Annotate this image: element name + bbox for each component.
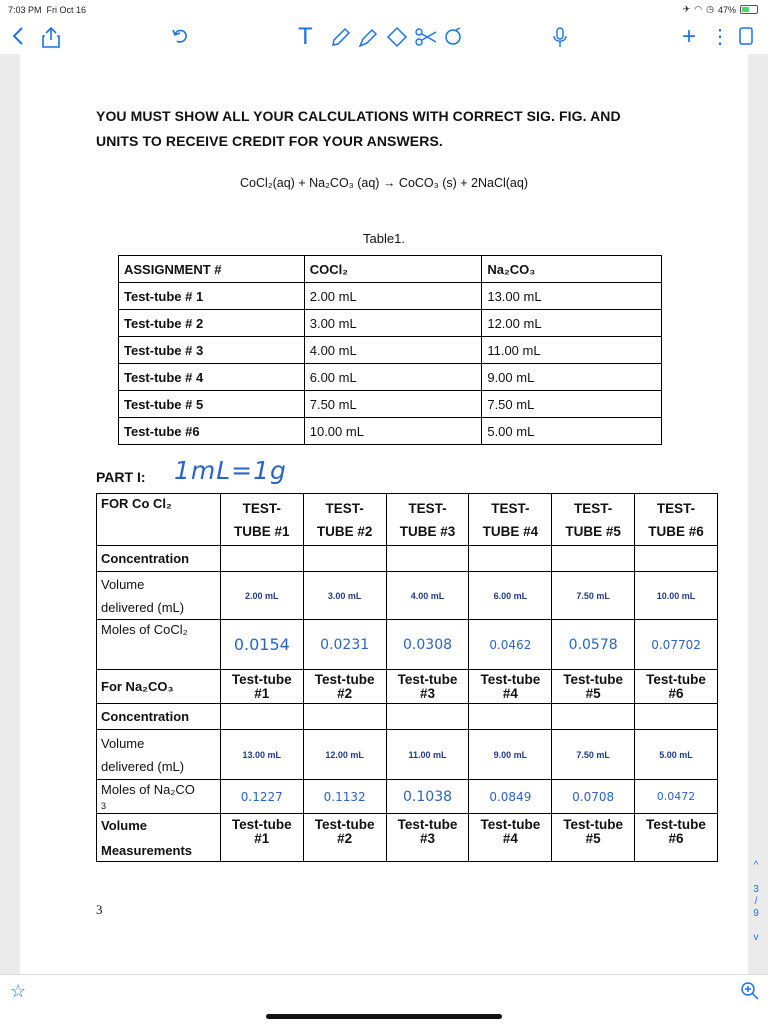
volume-measurements-label: Volume Measurements <box>97 814 221 862</box>
status-indicators <box>683 4 758 15</box>
table-row <box>97 704 718 730</box>
notice-text: YOU MUST SHOW ALL YOUR CALCULATIONS WITH CORRECT SIG. FIG. AND UNITS TO RECEIVE CREDIT FOR YOUR ANSWERS. <box>96 108 621 149</box>
pages-button[interactable] <box>738 26 754 46</box>
moles-na2co3-cell: 0.1038 <box>386 780 469 814</box>
table-row <box>97 494 718 546</box>
microphone-button[interactable] <box>552 26 568 48</box>
handwritten-note: 1mL=1g <box>174 456 287 485</box>
table-cell: 3.00 mL <box>304 310 482 337</box>
eraser-icon <box>386 26 408 48</box>
table-header-cell: Na₂CO₃ <box>482 256 662 283</box>
moles-cocl2-cell: 0.0462 <box>469 620 552 670</box>
back-button[interactable] <box>12 26 24 46</box>
table-row <box>97 670 718 704</box>
lasso-tool-button[interactable] <box>442 26 464 48</box>
table-row <box>97 780 718 814</box>
concentration-label: Concentration <box>97 546 221 572</box>
battery-label: 47% <box>717 4 736 15</box>
na2co3-volume-cell: 9.00 mL <box>469 730 552 780</box>
data-table <box>96 493 718 862</box>
cocl2-volume-cell: 4.00 mL <box>386 572 469 620</box>
scissors-icon <box>414 26 438 48</box>
table-cell: Test-tube #6 <box>119 418 305 445</box>
table-cell: 9.00 mL <box>482 364 662 391</box>
total-pages: 9 <box>753 908 759 919</box>
na2co3-volume-cell: 13.00 mL <box>220 730 303 780</box>
table-row <box>97 620 718 670</box>
moles-cocl2-label: Moles of CoCl₂ <box>97 620 221 670</box>
table-header-cell: COCl₂ <box>304 256 482 283</box>
more-button[interactable]: ⋮ <box>710 26 730 48</box>
table-row <box>119 283 662 310</box>
cocl2-volume-cell: 2.00 mL <box>220 572 303 620</box>
table-cell: 2.00 mL <box>304 283 482 310</box>
table-cell: 7.50 mL <box>304 391 482 418</box>
table-cell: 12.00 mL <box>482 310 662 337</box>
table-cell: 11.00 mL <box>482 337 662 364</box>
header-cell: Test-tube #3 <box>386 814 469 862</box>
table-row <box>119 337 662 364</box>
pen-tool-button[interactable] <box>330 26 352 48</box>
table-header-row <box>119 256 662 283</box>
moles-cocl2-cell: 0.07702 <box>635 620 718 670</box>
table-row <box>97 730 718 780</box>
header-cell: Test-tube #6 <box>635 814 718 862</box>
for-na2co3-label: For Na₂CO₃ <box>97 670 221 704</box>
microphone-icon <box>552 26 568 48</box>
bookmark-star-icon[interactable]: ☆ <box>10 981 27 1001</box>
alarm-icon: ◷ <box>706 4 714 14</box>
text-tool-button[interactable]: T <box>298 23 313 50</box>
status-time: 7:03 PM Fri Oct 16 <box>8 5 87 15</box>
pen-icon <box>330 26 352 48</box>
moles-na2co3-cell: 0.0849 <box>469 780 552 814</box>
header-cell: TEST- TUBE #4 <box>469 494 552 546</box>
page-number: 3 <box>96 902 103 917</box>
header-cell: TEST- TUBE #3 <box>386 494 469 546</box>
header-cell: Test-tube #5 <box>552 670 635 704</box>
page-down-button[interactable]: v <box>753 932 759 943</box>
highlighter-icon <box>358 26 380 48</box>
header-cell: TEST- TUBE #2 <box>303 494 386 546</box>
table-row <box>119 391 662 418</box>
toolbar <box>0 20 768 54</box>
eraser-tool-button[interactable] <box>386 26 408 48</box>
moles-cocl2-cell: 0.0578 <box>552 620 635 670</box>
table-cell: Test-tube # 5 <box>119 391 305 418</box>
cocl2-volume-cell: 6.00 mL <box>469 572 552 620</box>
moles-na2co3-cell: 0.1227 <box>220 780 303 814</box>
table-cell: 7.50 mL <box>482 391 662 418</box>
for-cocl2-label: FOR Co Cl₂ <box>97 494 221 546</box>
table-row <box>97 546 718 572</box>
undo-button[interactable] <box>172 26 190 46</box>
moles-na2co3-cell: 0.0708 <box>552 780 635 814</box>
page-separator: / <box>754 896 758 907</box>
battery-icon <box>740 5 758 14</box>
table-row <box>97 572 718 620</box>
header-cell: Test-tube #2 <box>303 814 386 862</box>
zoom-button[interactable] <box>740 981 760 1006</box>
volume-delivered-label: Volume delivered (mL) <box>97 730 221 780</box>
status-bar <box>0 0 768 20</box>
page-navigator[interactable] <box>748 860 764 944</box>
scissors-tool-button[interactable] <box>414 26 438 48</box>
moles-cocl2-cell: 0.0231 <box>303 620 386 670</box>
wifi-icon: ◠ <box>694 4 703 14</box>
header-cell: Test-tube #4 <box>469 814 552 862</box>
header-cell: Test-tube #3 <box>386 670 469 704</box>
na2co3-volume-cell: 12.00 mL <box>303 730 386 780</box>
airplane-icon: ✈ <box>682 4 691 14</box>
header-cell: Test-tube #1 <box>220 814 303 862</box>
moles-na2co3-cell: 0.0472 <box>635 780 718 814</box>
chevron-left-icon <box>12 26 24 46</box>
cocl2-volume-cell: 7.50 mL <box>552 572 635 620</box>
table-cell: 5.00 mL <box>482 418 662 445</box>
part1-label: PART I: <box>96 469 146 485</box>
header-cell: Test-tube #6 <box>635 670 718 704</box>
header-cell: Test-tube #5 <box>552 814 635 862</box>
add-button[interactable]: + <box>682 23 697 50</box>
lasso-icon <box>442 26 464 48</box>
header-cell: Test-tube #4 <box>469 670 552 704</box>
table-cell: Test-tube # 2 <box>119 310 305 337</box>
table-cell: 6.00 mL <box>304 364 482 391</box>
na2co3-volume-cell: 7.50 mL <box>552 730 635 780</box>
pages-icon <box>738 26 754 46</box>
table-header-cell: ASSIGNMENT # <box>119 256 305 283</box>
table-cell: 13.00 mL <box>482 283 662 310</box>
current-page: 3 <box>753 884 759 895</box>
table-cell: 10.00 mL <box>304 418 482 445</box>
table-row <box>119 364 662 391</box>
bottom-bar <box>0 974 768 1024</box>
table1-title: Table1. <box>363 231 405 246</box>
cocl2-volume-cell: 10.00 mL <box>635 572 718 620</box>
volume-delivered-label: Volume delivered (mL) <box>97 572 221 620</box>
header-cell: TEST- TUBE #1 <box>220 494 303 546</box>
moles-cocl2-cell: 0.0154 <box>220 620 303 670</box>
assignment-table <box>118 255 662 445</box>
moles-cocl2-cell: 0.0308 <box>386 620 469 670</box>
table-row <box>119 310 662 337</box>
table-cell: Test-tube # 1 <box>119 283 305 310</box>
concentration-label: Concentration <box>97 704 221 730</box>
document-page <box>20 54 748 974</box>
page-up-button[interactable]: ^ <box>753 860 759 871</box>
moles-na2co3-label: Moles of Na₂CO 3 <box>97 780 221 814</box>
reaction-equation: CoCl₂(aq) + Na₂CO₃ (aq) → CoCO₃ (s) + 2NaCl(aq) <box>239 176 528 190</box>
table-cell: Test-tube # 3 <box>119 337 305 364</box>
table-cell: Test-tube # 4 <box>119 364 305 391</box>
table-cell: 4.00 mL <box>304 337 482 364</box>
header-cell: Test-tube #1 <box>220 670 303 704</box>
highlighter-tool-button[interactable] <box>358 26 380 48</box>
na2co3-volume-cell: 11.00 mL <box>386 730 469 780</box>
header-cell: Test-tube #2 <box>303 670 386 704</box>
cocl2-volume-cell: 3.00 mL <box>303 572 386 620</box>
table-row <box>97 814 718 862</box>
document-viewer[interactable] <box>0 54 768 974</box>
na2co3-volume-cell: 5.00 mL <box>635 730 718 780</box>
home-indicator[interactable] <box>266 1014 502 1019</box>
share-icon <box>42 26 60 48</box>
header-cell: TEST- TUBE #5 <box>552 494 635 546</box>
table-row <box>119 418 662 445</box>
moles-na2co3-cell: 0.1132 <box>303 780 386 814</box>
undo-icon <box>172 26 190 46</box>
share-button[interactable] <box>42 26 60 48</box>
zoom-in-icon <box>740 981 760 1001</box>
header-cell: TEST- TUBE #6 <box>635 494 718 546</box>
